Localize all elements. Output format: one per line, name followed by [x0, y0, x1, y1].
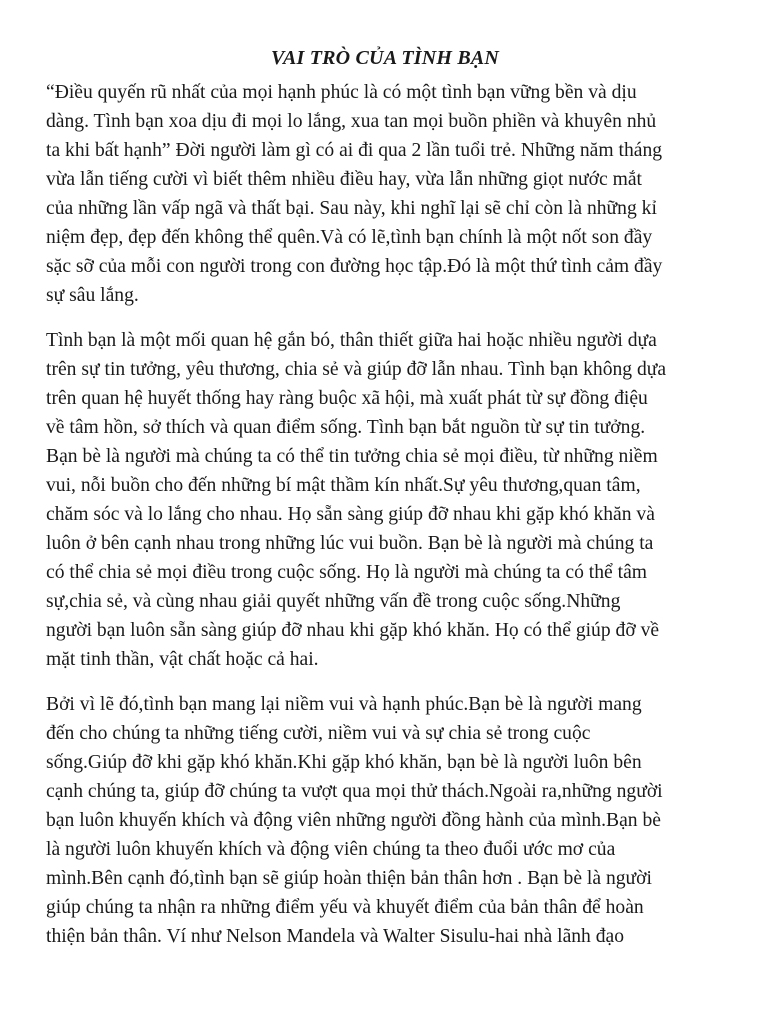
text-line: sặc sỡ của mỗi con người trong con đường học tập.Đó là một thứ tình cảm đầy — [46, 256, 663, 277]
text-line: bạn luôn khuyến khích và động viên những người đồng hành của mình.Bạn bè — [46, 810, 661, 831]
text-line: giúp chúng ta nhận ra những điểm yếu và khuyết điểm của bản thân để hoàn — [46, 897, 644, 918]
text-line: Bởi vì lẽ đó,tình bạn mang lại niềm vui và hạnh phúc.Bạn bè là người mang — [46, 694, 642, 715]
text-line: “Điều quyến rũ nhất của mọi hạnh phúc là có một tình bạn vững bền và dịu — [46, 82, 637, 103]
text-line: người bạn luôn sẵn sàng giúp đỡ nhau khi gặp khó khăn. Họ có thể giúp đỡ về — [46, 620, 660, 641]
text-line: trên sự tin tưởng, yêu thương, chia sẻ và giúp đỡ lẫn nhau. Tình bạn không dựa — [46, 359, 667, 380]
text-line: mặt tinh thần, vật chất hoặc cả hai. — [46, 649, 319, 670]
text-line: dàng. Tình bạn xoa dịu đi mọi lo lắng, xua tan mọi buồn phiền và khuyên nhủ — [46, 111, 657, 132]
text-line: về tâm hồn, sở thích và quan điểm sống. Tình bạn bắt nguồn từ sự tin tưởng. — [46, 417, 646, 438]
text-line: thiện bản thân. Ví như Nelson Mandela và Walter Sisulu-hai nhà lãnh đạo — [46, 926, 625, 947]
paragraph-2 — [46, 326, 724, 674]
document-title: VAI TRÒ CỦA TÌNH BẠN — [270, 47, 500, 69]
paragraph-1 — [46, 78, 724, 310]
text-line: ta khi bất hạnh” Đời người làm gì có ai đi qua 2 lần tuổi trẻ. Những năm tháng — [46, 140, 663, 161]
text-line: cạnh chúng ta, giúp đỡ chúng ta vượt qua mọi thử thách.Ngoài ra,những người — [46, 781, 663, 802]
text-line: đến cho chúng ta những tiếng cười, niềm vui và sự chia sẻ trong cuộc — [46, 723, 591, 744]
text-line: sống.Giúp đỡ khi gặp khó khăn.Khi gặp khó khăn, bạn bè là người luôn bên — [46, 752, 642, 773]
paragraph-3 — [46, 690, 724, 951]
text-line: Tình bạn là một mối quan hệ gắn bó, thân thiết giữa hai hoặc nhiều người dựa — [46, 330, 657, 351]
text-line: là người luôn khuyến khích và động viên chúng ta theo đuổi ước mơ của — [46, 839, 616, 860]
text-line: luôn ở bên cạnh nhau trong những lúc vui buồn. Bạn bè là người mà chúng ta — [46, 533, 654, 554]
text-line: sự,chia sẻ, và cùng nhau giải quyết những vấn đề trong cuộc sống.Những — [46, 591, 621, 612]
text-line: có thể chia sẻ mọi điều trong cuộc sống. Họ là người mà chúng ta có thể tâm — [46, 562, 648, 583]
text-line: trên quan hệ huyết thống hay ràng buộc xã hội, mà xuất phát từ sự đồng điệu — [46, 388, 648, 409]
text-line: sự sâu lắng. — [46, 285, 139, 306]
text-line: vừa lẫn tiếng cười vì biết thêm nhiều điều hay, vừa lẫn những giọt nước mắt — [46, 169, 643, 190]
text-line: chăm sóc và lo lắng cho nhau. Họ sẵn sàng giúp đỡ nhau khi gặp khó khăn và — [46, 504, 655, 525]
text-line: Bạn bè là người mà chúng ta có thể tin tưởng chia sẻ mọi điều, từ những niềm — [46, 446, 658, 467]
text-line: của những lần vấp ngã và thất bại. Sau này, khi nghĩ lại sẽ chỉ còn là những kỉ — [46, 198, 657, 219]
text-line: vui, nỗi buồn cho đến những bí mật thầm kín nhất.Sự yêu thương,quan tâm, — [46, 475, 641, 496]
text-line: niệm đẹp, đẹp đến không thể quên.Và có lẽ,tình bạn chính là một nốt son đầy — [46, 227, 653, 248]
text-line: mình.Bên cạnh đó,tình bạn sẽ giúp hoàn thiện bản thân hơn . Bạn bè là người — [46, 868, 652, 889]
